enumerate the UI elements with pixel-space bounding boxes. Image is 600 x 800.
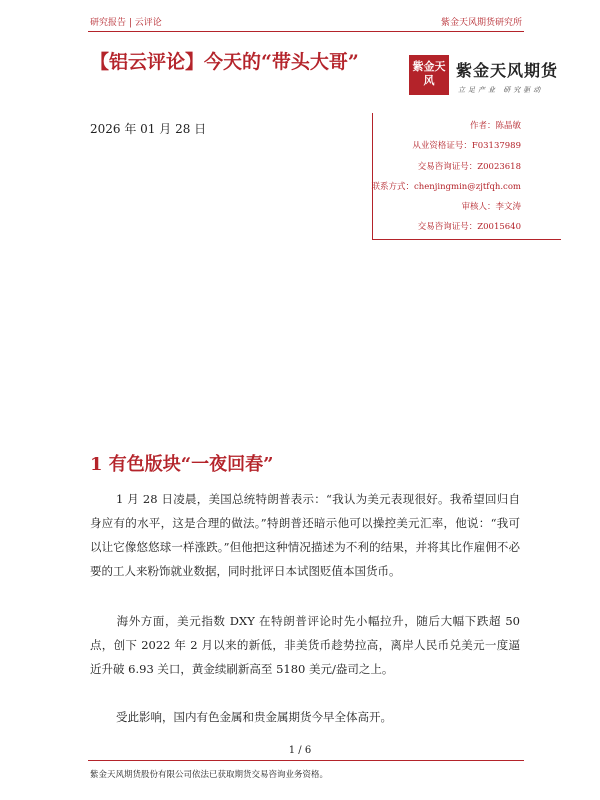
footer-divider [88, 760, 524, 761]
author-contact[interactable]: 联系方式：chenjingmin@zjtfqh.com [371, 182, 521, 192]
company-name: 紫金天风期货 [456, 61, 559, 80]
report-date: 2026 年 01 月 28 日 [90, 122, 207, 136]
reviewer-consult-number: 交易咨询证号：Z0015640 [417, 222, 521, 232]
paragraph-2 [90, 609, 520, 681]
header-category: 研究报告 | 云评论 [90, 18, 162, 28]
header-institute: 紫金天风期货研究所 [440, 18, 522, 28]
logo-box-text: 紫金天风 [412, 60, 446, 87]
paragraph-3 [90, 705, 520, 729]
report-title: 【铝云评论】今天的“带头大哥” [90, 51, 359, 73]
paragraph-2-text: 海外方面，美元指数 DXY 在特朗普评论时先小幅拉升，随后大幅下跌超 50 点，创下 2022 年 2 月以来的新低，非美货币趁势拉高，离岸人民币兑美元一度逼近升破 6.93 关口，黄金续刷新高至 5180 美元/盎司之上。 [90, 614, 520, 676]
author-name: 作者：陈晶敏 [469, 121, 521, 131]
company-logo-icon [409, 55, 449, 95]
paragraph-3-text: 受此影响，国内有色金属和贵金属期货今早全体高开。 [116, 710, 392, 724]
paragraph-1-text: 1 月 28 日凌晨，美国总统特朗普表示：“我认为美元表现很好。我希望回归自身应有的水平，这是合理的做法。”特朗普还暗示他可以操控美元汇率，他说：“我可以让它像悠悠球一样涨跌。”但他把这种情况描述为不利的结果，并将其比作雇佣不必要的工人来粉饰就业数据，同时批评日本试图贬值本国货币。 [90, 492, 520, 578]
company-slogan: 立足产业 研究驱动 [458, 86, 544, 94]
author-info-box [372, 113, 561, 240]
page-number: 1 / 6 [288, 745, 312, 756]
paragraph-1 [90, 487, 520, 583]
header-divider [88, 31, 524, 32]
footer-disclaimer: 紫金天风期货股份有限公司依法已获取期货交易咨询业务资格。 [90, 770, 329, 780]
author-qualification: 从业资格证号：F03137989 [412, 141, 521, 151]
author-consult-number: 交易咨询证号：Z0023618 [417, 162, 521, 172]
section-heading: 1 有色版块“一夜回春” [90, 454, 274, 475]
reviewer-name: 审核人：李文涛 [461, 202, 521, 212]
